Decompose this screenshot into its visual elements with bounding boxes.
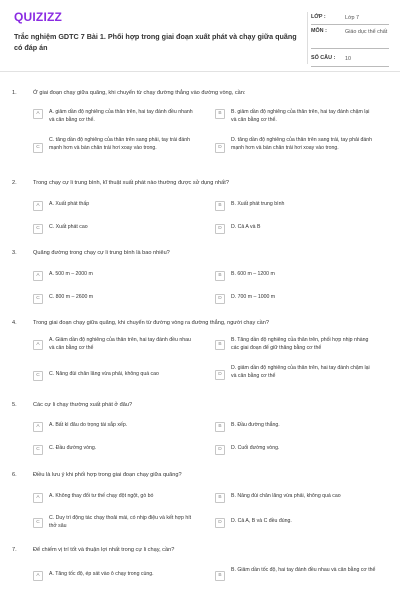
option-letter-box: D <box>215 518 225 528</box>
option-text: B. giảm dần độ nghiêng của thân trên, hai tay đánh chậm lại và cân bằng cơ thể. <box>231 109 370 123</box>
quiz-title: Trắc nghiệm GDTC 7 Bài 1. Phối hợp trong giai đoạn xuất phát và chạy giữa quãng có đáp án <box>14 32 297 52</box>
option-letter-box: C <box>33 445 43 455</box>
question-text: Trong giai đoạn chạy giữa quãng, khi chuyển từ đường vòng ra đường thẳng, người chạy cần? <box>33 320 270 326</box>
option-letter-box: C <box>33 294 43 304</box>
option-letter-box: C <box>33 143 43 153</box>
option-text: A. Xuất phát thấp <box>49 201 90 207</box>
question-number: 2. <box>12 180 17 186</box>
question-number: 4. <box>12 320 17 326</box>
question-number: 7. <box>12 547 17 553</box>
option-text: D. Cuối đường vòng. <box>231 445 280 451</box>
option-text: C. 800 m – 2600 m <box>49 294 94 300</box>
option-text: C. Đầu đường vòng. <box>49 445 97 451</box>
option-letter-box: D <box>215 224 225 234</box>
option-letter-box: A <box>33 422 43 432</box>
question-number: 3. <box>12 250 17 256</box>
option-letter-box: A <box>33 109 43 119</box>
option-letter-box: B <box>215 271 225 281</box>
question-number: 6. <box>12 472 17 478</box>
option-letter-box: B <box>215 571 225 581</box>
question-text: Để chiếm vị trí tốt và thuận lợi nhất trong cự li chạy, cần? <box>33 547 175 553</box>
header <box>0 0 400 72</box>
option-text: D. giảm dần độ nghiêng của thân trên, hai tay đánh chậm lại và cân bằng cơ thể <box>231 365 370 379</box>
option-letter-box: A <box>33 271 43 281</box>
header-separator <box>0 71 400 72</box>
option-letter-box: D <box>215 445 225 455</box>
option-letter-box: C <box>33 224 43 234</box>
meta-value: Giáo dục thể chất <box>345 29 388 35</box>
question-text: Các cự li chạy thường xuất phát ở đâu? <box>33 402 133 408</box>
quizizz-logo: QUIZIZZ <box>14 10 63 24</box>
option-text: C. tăng dần độ nghiêng của thân trên sang phải, tay trái đánh mạnh hơn và bàn chân trái hơi xoay vào trong. <box>49 137 191 151</box>
option-letter-box: D <box>215 294 225 304</box>
meta-label: MÔN : <box>311 28 327 34</box>
option-text: D. 700 m – 1000 m <box>231 294 276 300</box>
option-text: B. Nâng đùi chân lăng vừa phải, không quá cao <box>231 493 341 499</box>
meta-line <box>311 66 389 67</box>
option-text: D. Cả A, B và C đều đúng. <box>231 518 292 524</box>
option-letter-box: D <box>215 143 225 153</box>
meta-label: SỐ CÂU : <box>311 55 336 61</box>
option-text: D. tăng dần độ nghiêng của thân trên sang trái, tay phải đánh mạnh hơn và bàn chân trái hơi xoay vào trong. <box>231 137 373 151</box>
option-text: A. Không thay đổi tư thế chạy đột ngột, gò bó <box>49 493 154 499</box>
option-letter-box: B <box>215 201 225 211</box>
option-text: A. giảm dần độ nghiêng của thân trên, hai tay đánh đều nhanh và cân bằng cơ thể. <box>49 109 193 123</box>
option-letter-box: D <box>215 370 225 380</box>
question-text: Điều là lưu ý khi phối hợp trong giai đoạn chạy giữa quãng? <box>33 472 182 478</box>
meta-label: LỚP : <box>311 14 326 20</box>
option-text: A. Giảm dần độ nghiêng của thân trên, hai tay đánh đều nhau và cân bằng cơ thể <box>49 337 191 351</box>
option-letter-box: B <box>215 493 225 503</box>
question-number: 5. <box>12 402 17 408</box>
question-text: Quãng đường trong chạy cự li trung bình là bao nhiêu? <box>33 250 170 256</box>
option-text: B. Tăng dần độ nghiêng của thân trên, phối hợp nhịp nhàng các giai đoạn để giữ thăng bằng cơ thể <box>231 337 369 351</box>
option-letter-box: A <box>33 340 43 350</box>
option-text: C. Duy trì động tác chạy thoải mái, có nhịp điệu và kết hợp hít thở sâu <box>49 515 192 529</box>
question-text: Ở giai đoạn chạy giữa quãng, khi chuyển từ chạy đường thẳng vào đường vòng, cần: <box>33 90 246 96</box>
option-text: C. Nâng đùi chân lăng vừa phải, không quá cao <box>49 371 159 377</box>
option-text: A. 500 m – 2000 m <box>49 271 93 277</box>
option-text: A. Bất kì đâu do trọng tài sắp xếp. <box>49 422 128 428</box>
option-letter-box: A <box>33 571 43 581</box>
option-letter-box: A <box>33 201 43 211</box>
option-letter-box: B <box>215 340 225 350</box>
meta-line <box>311 48 389 49</box>
option-text: B. 600 m – 1200 m <box>231 271 275 277</box>
option-text: B. Xuất phát trung bình <box>231 201 285 207</box>
option-text: D. Cả A và B <box>231 224 261 230</box>
meta-value: Lớp 7 <box>345 15 360 21</box>
meta-value: 10 <box>345 56 351 62</box>
option-letter-box: C <box>33 371 43 381</box>
option-text: B. Giảm dần tốc độ, hai tay đánh đều nhau và cân bằng cơ thể <box>231 567 376 573</box>
option-letter-box: B <box>215 422 225 432</box>
question-text: Trong chạy cự li trung bình, kĩ thuật xuất phát nào thường được sử dụng nhất? <box>33 180 229 186</box>
option-letter-box: B <box>215 109 225 119</box>
option-text: B. Đầu đường thẳng. <box>231 422 280 428</box>
header-divider <box>307 12 308 64</box>
option-letter-box: A <box>33 493 43 503</box>
question-number: 1. <box>12 90 17 96</box>
meta-line <box>311 24 389 25</box>
option-letter-box: C <box>33 518 43 528</box>
option-text: A. Tăng tốc độ, ép sát vào ô chạy trong cùng. <box>49 571 154 577</box>
option-text: C. Xuất phát cao <box>49 224 88 230</box>
